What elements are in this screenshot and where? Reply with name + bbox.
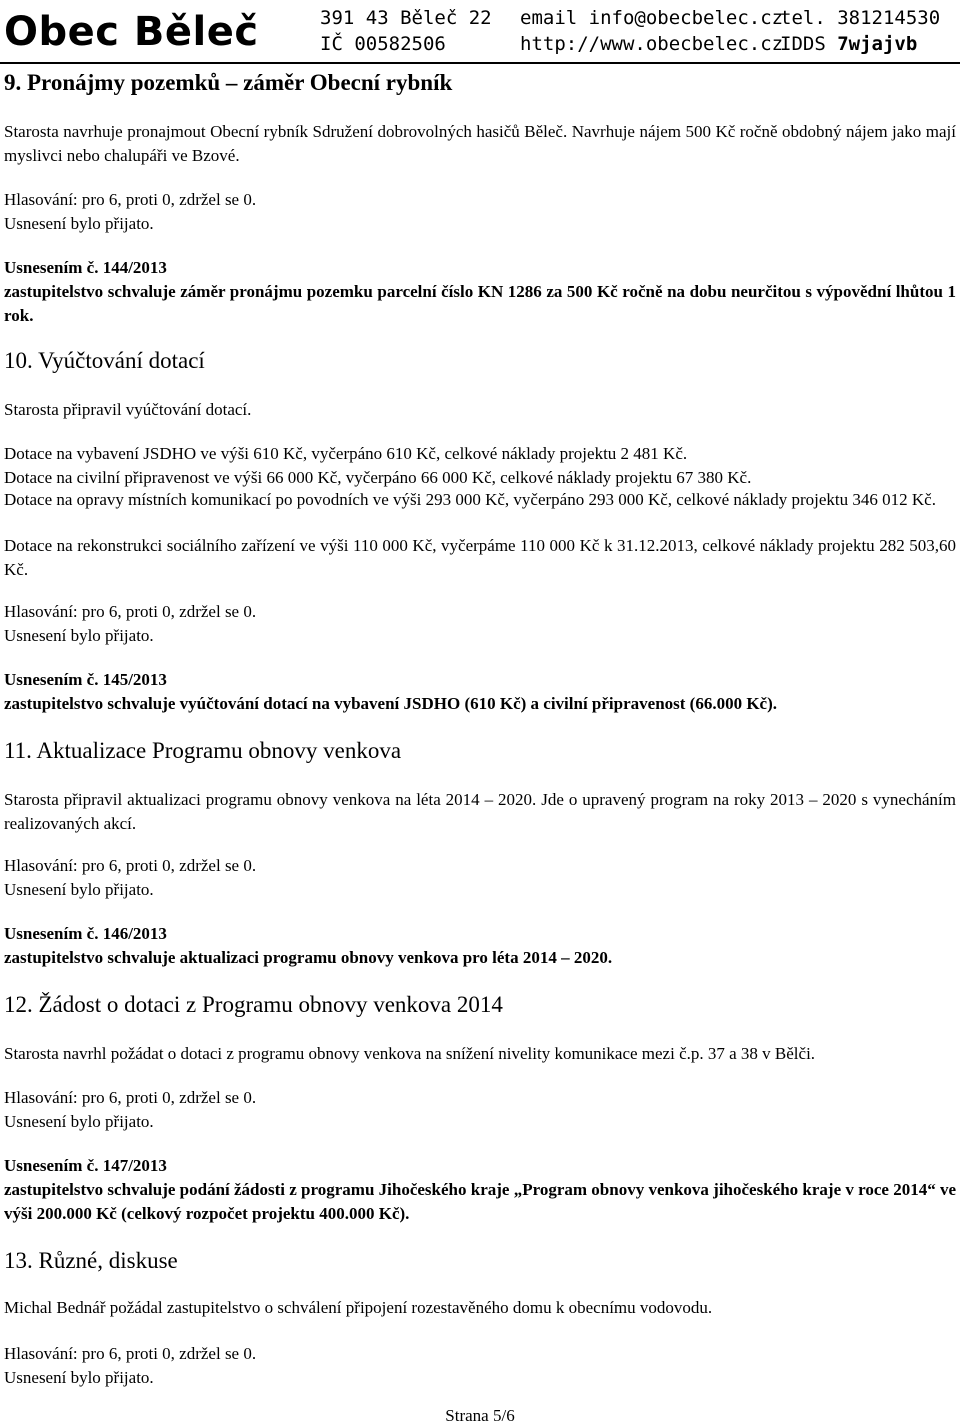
subsidy-item-4: Dotace na rekonstrukci sociálního zařízení ve výši 110 000 Kč, vyčerpáme 110 000 Kč k 31.12.2013, celkové náklady projektu 282 503,60 Kč. [4,536,956,579]
idds-value: 7wjajvb [837,33,918,55]
section-12-accepted: Usnesení bylo přijato. [4,1112,154,1131]
section-9-resolution-title [4,256,167,280]
resolution-label: Usnesením č. [4,258,99,277]
resolution-number: 146/2013 [102,924,167,943]
resolution-label: Usnesením č. [4,924,99,943]
section-12-resolution-title [4,1154,167,1178]
resolution-number: 144/2013 [102,258,167,277]
section-11-resolution-text: zastupitelstvo schvaluje aktualizaci programu obnovy venkova pro léta 2014 – 2020. [4,948,613,967]
header-rule [0,62,960,64]
resolution-number: 145/2013 [102,670,167,689]
subsidy-item-1: Dotace na vybavení JSDHO ve výši 610 Kč, vyčerpáno 610 Kč, celkové náklady projektu 2 481 Kč. [4,444,688,463]
section-9-accepted: Usnesení bylo přijato. [4,214,154,233]
idds [780,32,917,56]
section-12-resolution-text: zastupitelstvo schvaluje podání žádosti z programu Jihočeského kraje „Program obnovy venkova jihočeského kraje v roce 2014“ ve výši 200.000 Kč (celkový rozpočet projektu 400.000 Kč). [4,1180,956,1223]
subsidy-item-3: Dotace na opravy místních komunikací po povodních ve výši 293 000 Kč, vyčerpáno 293 000 Kč, celkové náklady projektu 346 012 Kč. [4,490,936,509]
section-10-accepted: Usnesení bylo přijato. [4,626,154,645]
phone: tel. 381214530 [780,7,941,29]
section-13-accepted: Usnesení bylo přijato. [4,1368,154,1387]
section-12-vote: Hlasování: pro 6, proti 0, zdržel se 0. [4,1088,257,1107]
email-link[interactable]: email info@obecbelec.cz [520,7,784,29]
resolution-label: Usnesením č. [4,670,99,689]
section-heading-9: 9. Pronájmy pozemků – záměr Obecní rybník [4,70,453,95]
section-heading-13: 13. Různé, diskuse [4,1248,178,1273]
section-10-vote: Hlasování: pro 6, proti 0, zdržel se 0. [4,602,257,621]
section-11-resolution-title [4,922,167,946]
resolution-number: 147/2013 [102,1156,167,1175]
section-heading-11: 11. Aktualizace Programu obnovy venkova [4,738,402,763]
section-10-resolution-title [4,668,167,692]
section-heading-12: 12. Žádost o dotaci z Programu obnovy venkova 2014 [4,992,503,1017]
municipality-name: Obec Běleč [4,9,259,55]
section-11-accepted: Usnesení bylo přijato. [4,880,154,899]
address: 391 43 Běleč 22 [320,7,492,29]
section-10-resolution-text: zastupitelstvo schvaluje vyúčtování dotací na vybavení JSDHO (610 Kč) a civilní připravenost (66.000 Kč). [4,694,778,713]
idds-label: IDDS [780,33,826,55]
section-10-paragraph: Starosta připravil vyúčtování dotací. [4,400,252,419]
section-9-paragraph: Starosta navrhuje pronajmout Obecní rybník Sdružení dobrovolných hasičů Běleč. Navrhuje nájem 500 Kč ročně obdobný nájem jako mají myslivci nebo chalupáři ve Bzové. [4,122,956,165]
subsidy-item-2: Dotace na civilní připravenost ve výši 66 000 Kč, vyčerpáno 66 000 Kč, celkové náklady projektu 67 380 Kč. [4,468,752,487]
page-number: Strana 5/6 [445,1406,515,1425]
web-link[interactable]: http://www.obecbelec.cz [520,33,784,55]
section-heading-10: 10. Vyúčtování dotací [4,348,205,373]
resolution-label: Usnesením č. [4,1156,99,1175]
letterhead [0,0,960,64]
section-11-vote: Hlasování: pro 6, proti 0, zdržel se 0. [4,856,257,875]
section-9-vote: Hlasování: pro 6, proti 0, zdržel se 0. [4,190,257,209]
ic-number: IČ 00582506 [320,33,446,55]
section-12-paragraph: Starosta navrhl požádat o dotaci z programu obnovy venkova na snížení nivelity komunikace mezi č.p. 37 a 38 v Bělči. [4,1044,816,1063]
section-11-paragraph: Starosta připravil aktualizaci programu obnovy venkova na léta 2014 – 2020. Jde o upravený program na roky 2013 – 2020 s vynecháním realizovaných akcí. [4,790,956,833]
section-13-paragraph: Michal Bednář požádal zastupitelstvo o schválení připojení rozestavěného domu k obecnímu vodovodu. [4,1298,713,1317]
section-13-vote: Hlasování: pro 6, proti 0, zdržel se 0. [4,1344,257,1363]
section-9-resolution-text: zastupitelstvo schvaluje záměr pronájmu pozemku parcelní číslo KN 1286 za 500 Kč ročně na dobu neurčitou s výpovědní lhůtou 1 rok. [4,282,956,325]
